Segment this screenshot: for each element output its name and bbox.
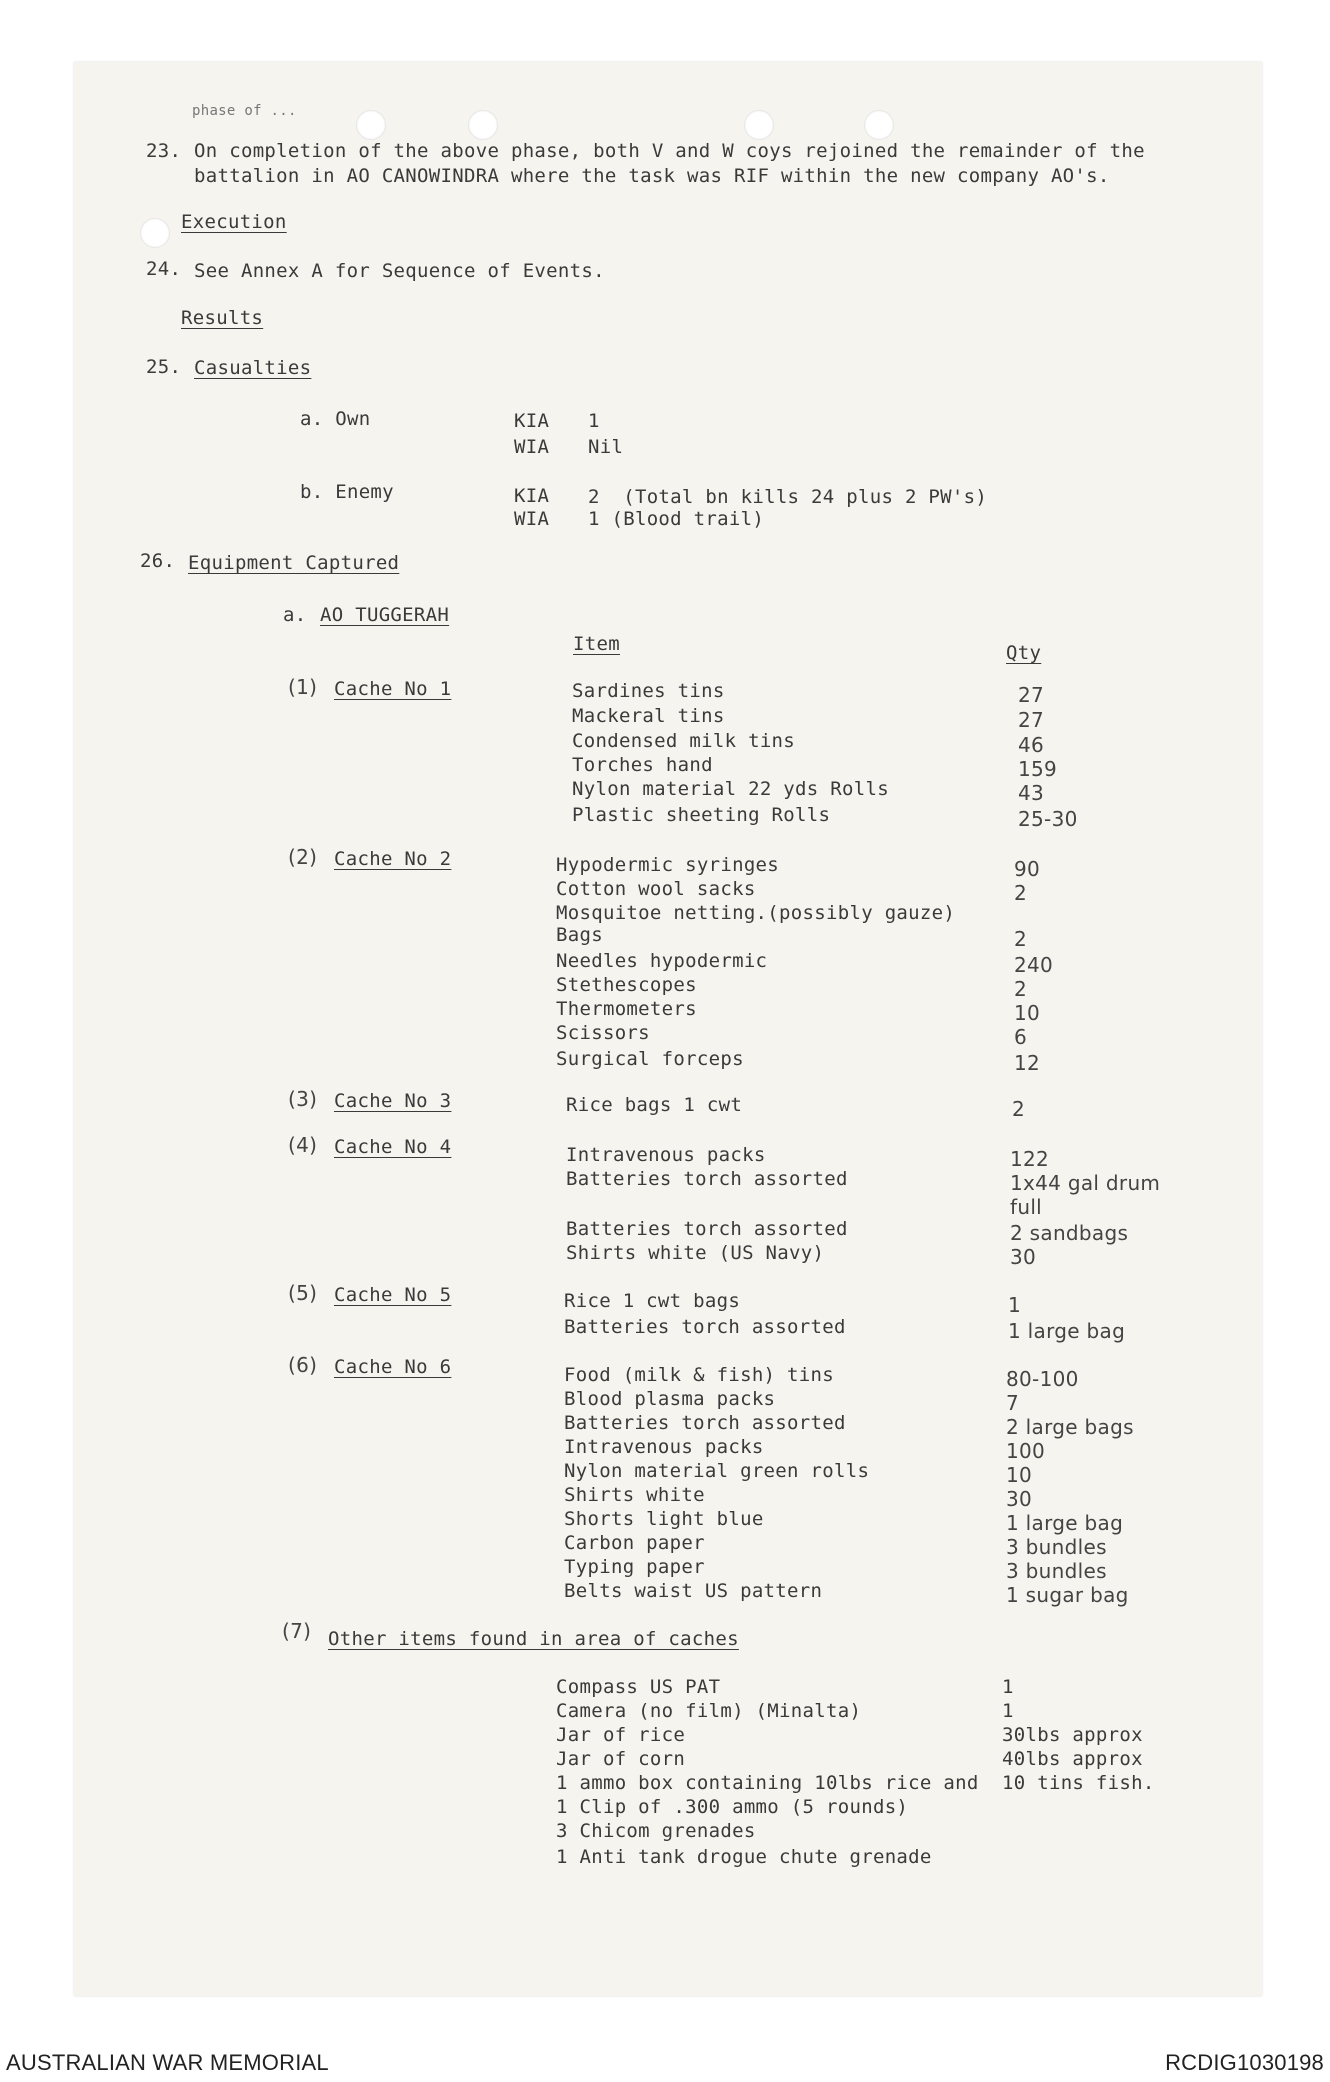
cache-item: Surgical forceps xyxy=(556,1048,744,1070)
cache-item: Typing paper xyxy=(564,1556,705,1578)
cache-item: Mackeral tins xyxy=(572,705,725,727)
cache-number: (5) xyxy=(288,1281,318,1305)
other-item: Compass US PAT xyxy=(556,1676,721,1698)
cache-item: Bags xyxy=(556,924,603,946)
punch-hole xyxy=(356,110,386,140)
own-label: a. Own xyxy=(300,408,371,430)
cache-qty: 27 xyxy=(1018,708,1045,732)
cache-item: Torches hand xyxy=(572,754,713,776)
cache-item: Cotton wool sacks xyxy=(556,878,756,900)
cache-item: Belts waist US pattern xyxy=(564,1580,823,1602)
cache-qty: 2 xyxy=(1014,881,1028,905)
cache-item: Sardines tins xyxy=(572,680,725,702)
cache-qty: 1x44 gal drum xyxy=(1010,1171,1161,1195)
cache-item: Scissors xyxy=(556,1022,650,1044)
para-23-line-2: battalion in AO CANOWINDRA where the task was RIF within the new company AO's. xyxy=(194,165,1110,187)
cache-item: Intravenous packs xyxy=(566,1144,766,1166)
cache-item: Plastic sheeting Rolls xyxy=(572,804,831,826)
cache-item: Batteries torch assorted xyxy=(564,1316,846,1338)
cache-qty: full xyxy=(1010,1195,1043,1219)
execution-heading: Execution xyxy=(181,211,287,233)
cache-qty: 240 xyxy=(1014,953,1054,977)
cache-label: Cache No 3 xyxy=(334,1090,452,1112)
cache-item: Nylon material green rolls xyxy=(564,1460,870,1482)
cache-item: Thermometers xyxy=(556,998,697,1020)
cache-qty: 100 xyxy=(1006,1439,1046,1463)
cache-qty: 3 bundles xyxy=(1006,1559,1107,1583)
cache-qty: 2 xyxy=(1014,977,1028,1001)
top-fragment: phase of ... xyxy=(192,103,297,119)
cache-item: Food (milk & fish) tins xyxy=(564,1364,834,1386)
cache-label: Cache No 6 xyxy=(334,1356,452,1378)
other-item: Jar of corn xyxy=(556,1748,686,1770)
cache-qty: 122 xyxy=(1010,1147,1050,1171)
cache-number: (3) xyxy=(288,1087,318,1111)
other-qty: 1 xyxy=(1002,1676,1014,1698)
cache-number: (1) xyxy=(288,675,318,699)
area-name: AO TUGGERAH xyxy=(320,604,450,626)
footer-reference: RCDIG1030198 xyxy=(1165,2050,1324,2075)
punch-hole xyxy=(864,110,894,140)
enemy-kia-code: KIA xyxy=(514,485,550,507)
cache-qty: 1 xyxy=(1008,1293,1022,1317)
cache-qty: 25-30 xyxy=(1018,807,1078,831)
footer-institution: AUSTRALIAN WAR MEMORIAL xyxy=(6,2050,329,2075)
cache-item: Rice bags 1 cwt xyxy=(566,1094,743,1116)
para-26-number: 26. xyxy=(140,550,176,572)
enemy-wia-code: WIA xyxy=(514,508,550,530)
cache-qty: 10 xyxy=(1014,1001,1041,1025)
other-item: 3 Chicom grenades xyxy=(556,1820,756,1842)
cache-item: Batteries torch assorted xyxy=(566,1168,848,1190)
para-24-number: 24. xyxy=(146,258,182,280)
cache-item: Intravenous packs xyxy=(564,1436,764,1458)
cache-qty: 46 xyxy=(1018,733,1045,757)
cache-qty: 2 large bags xyxy=(1006,1415,1134,1439)
cache-item: Hypodermic syringes xyxy=(556,854,780,876)
punch-hole xyxy=(744,110,774,140)
cache-qty: 2 sandbags xyxy=(1010,1221,1129,1245)
other-qty: 40lbs approx xyxy=(1002,1748,1143,1770)
casualties-heading: Casualties xyxy=(194,357,312,379)
cache-item: Blood plasma packs xyxy=(564,1388,776,1410)
enemy-kia-value: 2 (Total bn kills 24 plus 2 PW's) xyxy=(588,486,988,508)
enemy-label: b. Enemy xyxy=(300,481,394,503)
other-item: Camera (no film) (Minalta) xyxy=(556,1700,862,1722)
cache-item: Stethescopes xyxy=(556,974,697,996)
cache-number: (2) xyxy=(288,845,318,869)
cache-label: Cache No 2 xyxy=(334,848,452,870)
other-qty: 1 xyxy=(1002,1700,1014,1722)
para-24-text: See Annex A for Sequence of Events. xyxy=(194,260,605,282)
own-wia-value: Nil xyxy=(588,436,624,458)
para-23-line-1: On completion of the above phase, both V and W coys rejoined the remainder of the xyxy=(194,140,1145,162)
cache-qty: 12 xyxy=(1014,1051,1041,1075)
cache-qty: 10 xyxy=(1006,1463,1033,1487)
cache-item: Rice 1 cwt bags xyxy=(564,1290,741,1312)
cache-qty: 30 xyxy=(1006,1487,1033,1511)
qty-column-header: Qty xyxy=(1006,642,1042,664)
cache-qty: 2 xyxy=(1012,1097,1026,1121)
own-kia-value: 1 xyxy=(588,410,600,432)
cache-label: Cache No 5 xyxy=(334,1284,452,1306)
other-qty: 10 tins fish. xyxy=(1002,1772,1155,1794)
punch-hole xyxy=(468,110,498,140)
other-item: 1 Anti tank drogue chute grenade xyxy=(556,1846,932,1868)
equipment-captured-heading: Equipment Captured xyxy=(188,552,400,574)
other-item: Jar of rice xyxy=(556,1724,686,1746)
cache-qty: 3 bundles xyxy=(1006,1535,1107,1559)
cache-qty: 43 xyxy=(1018,781,1045,805)
other-qty: 30lbs approx xyxy=(1002,1724,1143,1746)
cache-qty: 27 xyxy=(1018,683,1045,707)
other-items-heading: Other items found in area of caches xyxy=(328,1628,739,1650)
cache-item: Condensed milk tins xyxy=(572,730,796,752)
cache-qty: 1 large bag xyxy=(1006,1511,1124,1535)
cache-qty: 30 xyxy=(1010,1245,1037,1269)
other-item: 1 ammo box containing 10lbs rice and xyxy=(556,1772,979,1794)
punch-hole xyxy=(140,218,170,248)
cache-item: Shirts white (US Navy) xyxy=(566,1242,825,1264)
cache-item: Mosquitoe netting.(possibly gauze) xyxy=(556,902,956,924)
cache-item: Nylon material 22 yds Rolls xyxy=(572,778,889,800)
cache-item: Shorts light blue xyxy=(564,1508,764,1530)
own-kia-code: KIA xyxy=(514,410,550,432)
enemy-wia-value: 1 (Blood trail) xyxy=(588,508,765,530)
para-23-number: 23. xyxy=(146,140,182,162)
cache-qty: 1 sugar bag xyxy=(1006,1583,1129,1607)
cache-number: (6) xyxy=(288,1353,318,1377)
own-wia-code: WIA xyxy=(514,436,550,458)
cache-qty: 80-100 xyxy=(1006,1367,1079,1391)
cache-item: Needles hypodermic xyxy=(556,950,768,972)
cache-item: Batteries torch assorted xyxy=(566,1218,848,1240)
cache-qty: 159 xyxy=(1018,757,1058,781)
cache-number: (4) xyxy=(288,1133,318,1157)
other-item: 1 Clip of .300 ammo (5 rounds) xyxy=(556,1796,909,1818)
cache-qty: 90 xyxy=(1014,857,1041,881)
cache-qty: 6 xyxy=(1014,1025,1028,1049)
cache-label: Cache No 1 xyxy=(334,678,452,700)
other-items-number: (7) xyxy=(282,1619,312,1643)
cache-item: Carbon paper xyxy=(564,1532,705,1554)
item-column-header: Item xyxy=(573,633,620,655)
cache-qty: 1 large bag xyxy=(1008,1319,1126,1343)
area-prefix: a. xyxy=(283,604,307,626)
cache-qty: 7 xyxy=(1006,1391,1020,1415)
cache-label: Cache No 4 xyxy=(334,1136,452,1158)
cache-item: Shirts white xyxy=(564,1484,705,1506)
para-25-number: 25. xyxy=(146,356,182,378)
cache-item: Batteries torch assorted xyxy=(564,1412,846,1434)
results-heading: Results xyxy=(181,307,264,329)
cache-qty: 2 xyxy=(1014,927,1028,951)
